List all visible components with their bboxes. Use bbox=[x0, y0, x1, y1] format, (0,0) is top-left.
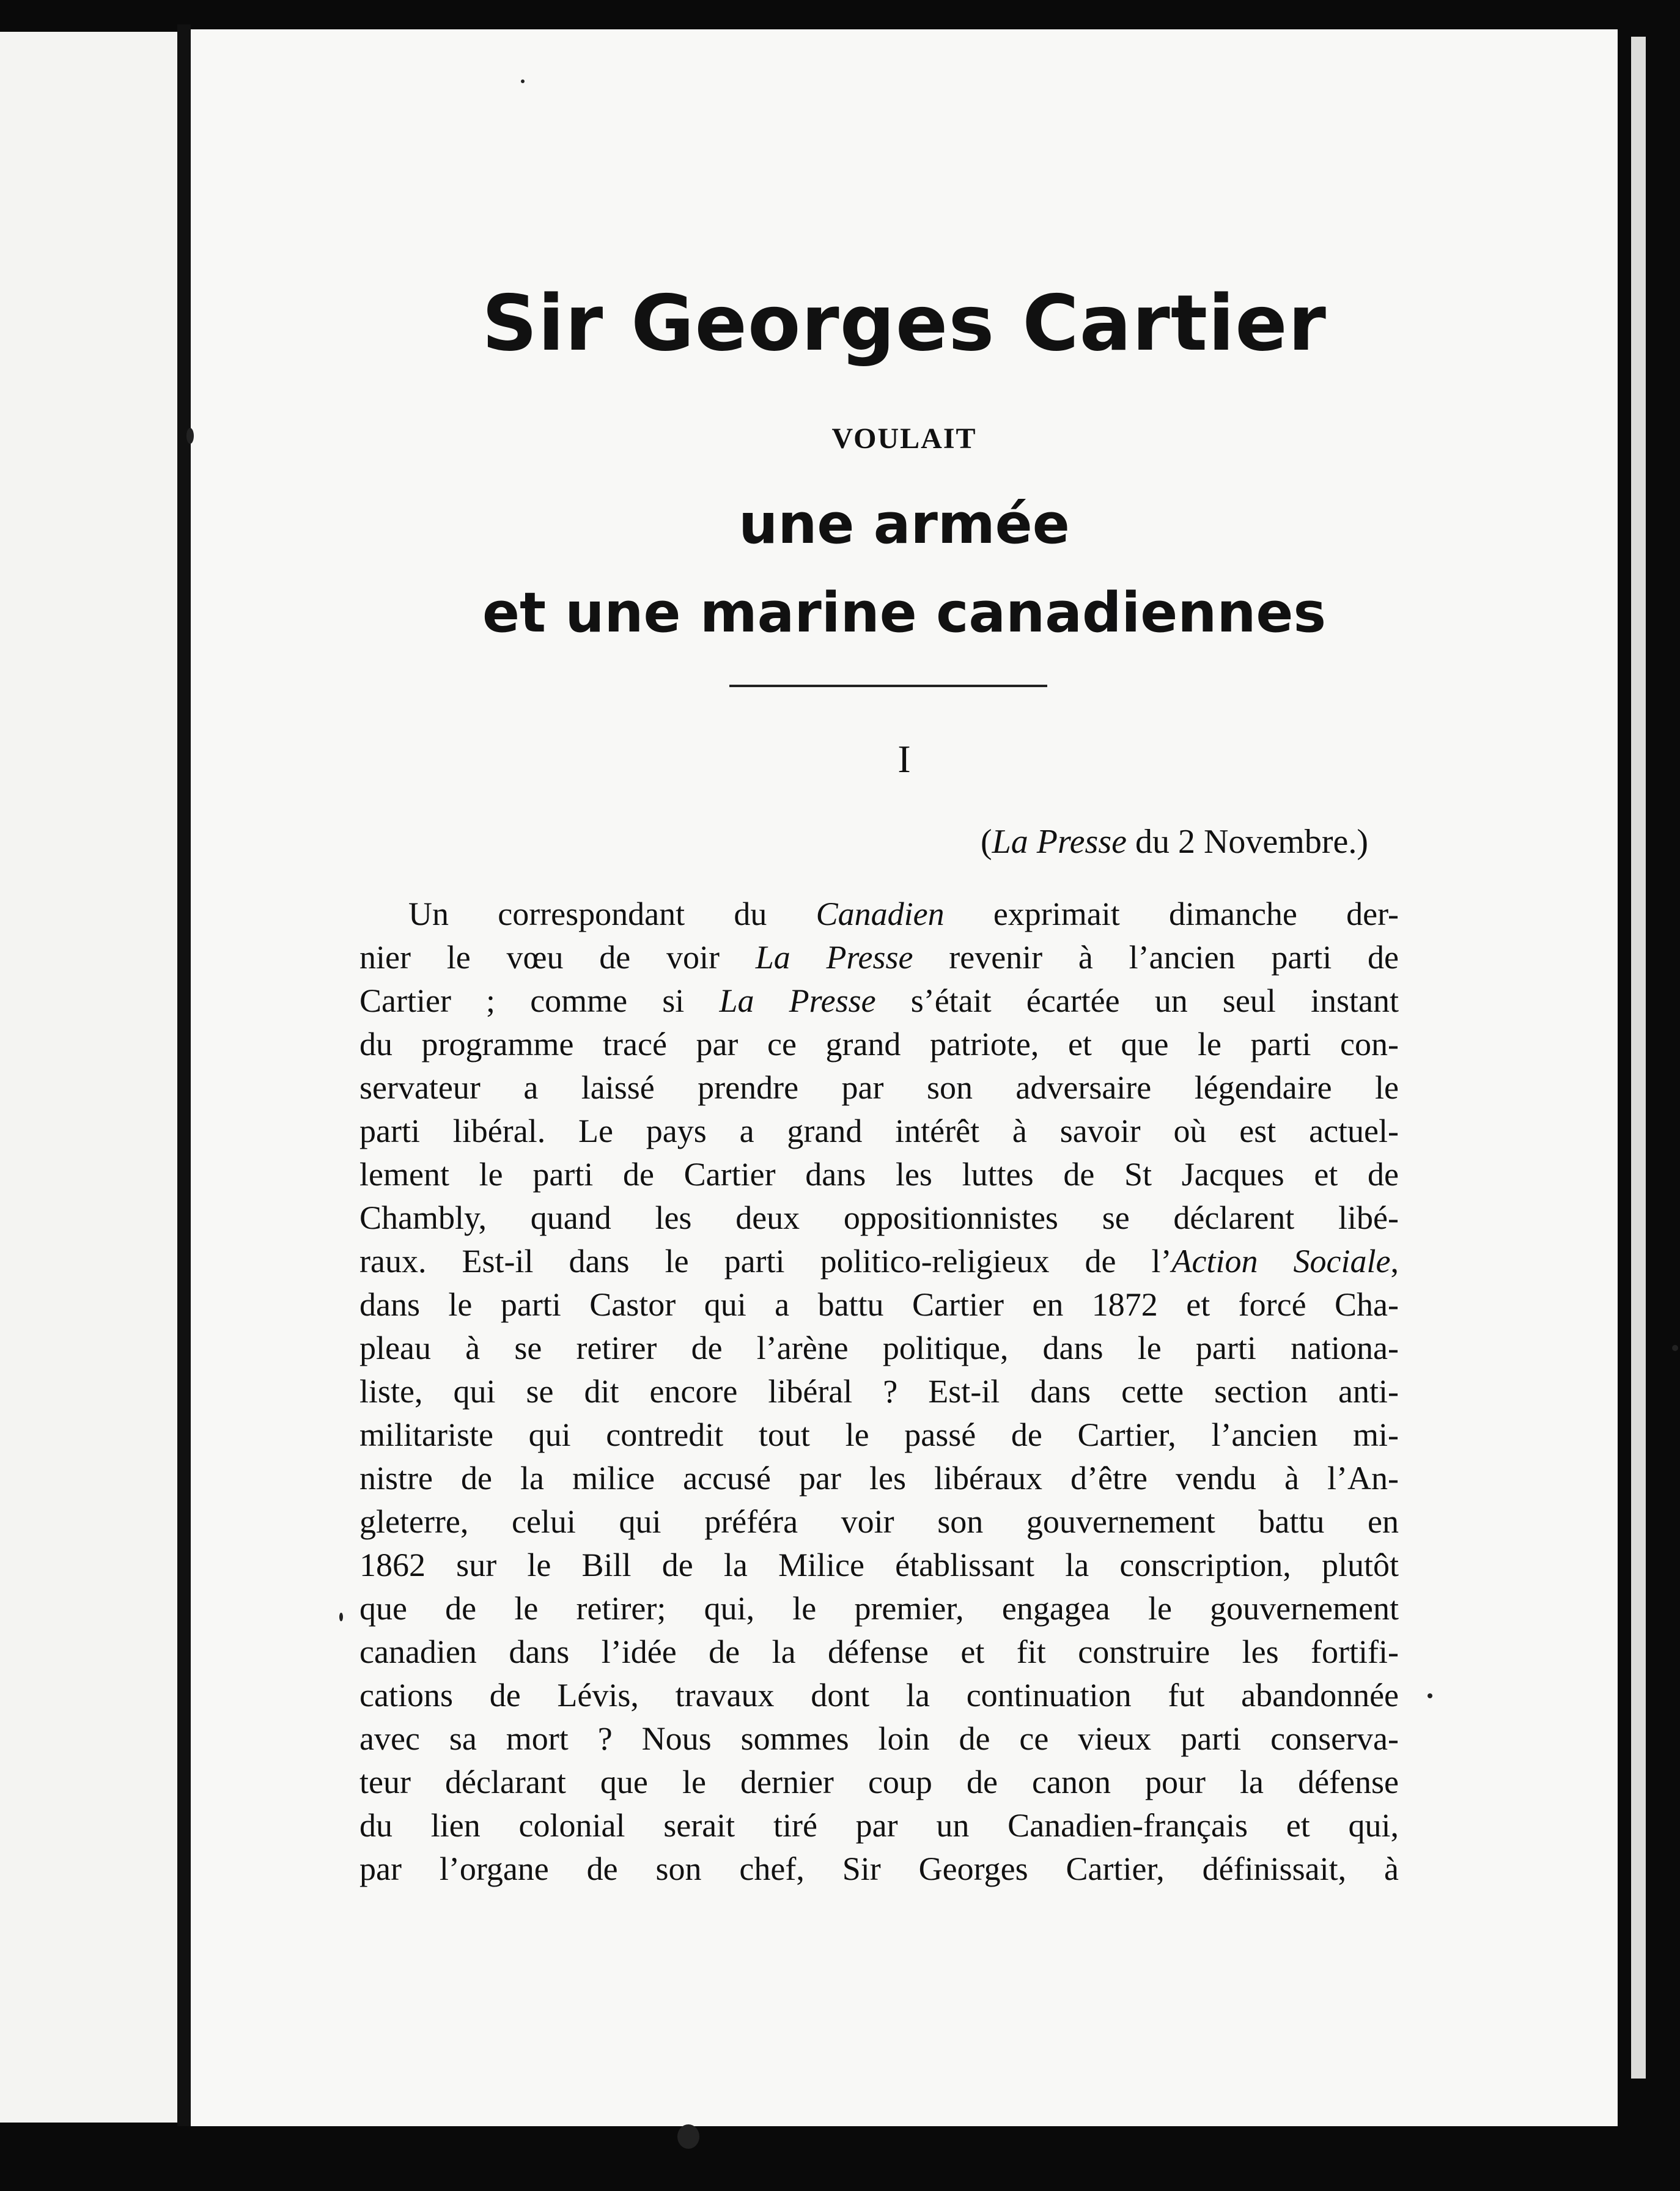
scan-border-bottom bbox=[0, 2126, 1680, 2191]
italic-text: La Presse bbox=[719, 982, 876, 1019]
subtitle-line-1: une armée bbox=[739, 492, 1070, 556]
text-run: revenir à l’ancien parti de bbox=[913, 939, 1399, 976]
body-line bbox=[359, 1023, 1399, 1066]
body-line bbox=[359, 936, 1399, 979]
right-page-edge bbox=[1631, 37, 1646, 2079]
source-name: La Presse bbox=[992, 823, 1127, 861]
body-line bbox=[359, 1413, 1399, 1457]
text-run: que de le retirer; qui, le premier, engagea le gouvernement bbox=[359, 1590, 1399, 1627]
text-run: Chambly, quand les deux oppositionnistes se déclarent libé- bbox=[359, 1199, 1399, 1236]
article-title: Sir Georges Cartier bbox=[482, 278, 1327, 368]
text-run: dans le parti Castor qui a battu Cartier en 1872 et forcé Cha- bbox=[359, 1286, 1399, 1323]
scan-speck bbox=[186, 428, 194, 444]
body-line bbox=[359, 1630, 1399, 1674]
subtitle-small: VOULAIT bbox=[831, 422, 977, 455]
text-run: nier le vœu de voir bbox=[359, 939, 756, 976]
text-run: canadien dans l’idée de la défense et fit construire les fortifi- bbox=[359, 1633, 1399, 1670]
body-line bbox=[359, 1717, 1399, 1761]
subtitle-line-2: et une marine canadiennes bbox=[482, 581, 1327, 645]
article-body bbox=[359, 893, 1399, 1891]
body-line bbox=[359, 1544, 1399, 1587]
source-open: ( bbox=[980, 823, 992, 861]
text-run: cations de Lévis, travaux dont la continuation fut abandonnée bbox=[359, 1677, 1399, 1714]
italic-text: Canadien bbox=[816, 896, 945, 932]
text-run: Un correspondant du bbox=[408, 896, 816, 932]
body-line bbox=[359, 1674, 1399, 1717]
left-page-edge bbox=[0, 32, 177, 2123]
scan-speck bbox=[521, 79, 525, 83]
text-run: nistre de la milice accusé par les libéraux d’être vendu à l’An- bbox=[359, 1460, 1399, 1497]
text-run: s’était écartée un seul instant bbox=[875, 982, 1399, 1019]
italic-text: Action Sociale bbox=[1171, 1243, 1391, 1280]
text-run: militariste qui contredit tout le passé de Cartier, l’ancien mi- bbox=[359, 1416, 1399, 1453]
text-run: du lien colonial serait tiré par un Canadien-français et qui, bbox=[359, 1807, 1399, 1844]
scan-speck bbox=[1672, 1345, 1678, 1351]
scan-speck bbox=[677, 2124, 699, 2149]
body-line bbox=[359, 1240, 1399, 1283]
source-citation bbox=[981, 822, 1368, 861]
text-run: gleterre, celui qui préféra voir son gouvernement battu en bbox=[359, 1503, 1399, 1540]
body-line bbox=[359, 1847, 1399, 1891]
body-line bbox=[359, 1500, 1399, 1544]
section-number: I bbox=[897, 737, 911, 781]
body-line bbox=[359, 1761, 1399, 1804]
italic-text: La Presse bbox=[755, 939, 913, 976]
body-line bbox=[359, 893, 1399, 936]
text-run: pleau à se retirer de l’arène politique, dans le parti nationa- bbox=[359, 1330, 1399, 1366]
text-run: par l’organe de son chef, Sir Georges Cartier, définissait, à bbox=[359, 1850, 1399, 1887]
scan-speck bbox=[1428, 1693, 1432, 1698]
body-line bbox=[359, 1283, 1399, 1327]
text-run: 1862 sur le Bill de la Milice établissant la conscription, plutôt bbox=[359, 1547, 1399, 1583]
text-run: exprimait dimanche der- bbox=[944, 896, 1399, 932]
text-run: , bbox=[1390, 1243, 1399, 1280]
body-line bbox=[359, 1327, 1399, 1370]
body-line bbox=[359, 1370, 1399, 1413]
text-run: raux. Est-il dans le parti politico-religieux de l’ bbox=[359, 1243, 1172, 1280]
text-run: teur déclarant que le dernier coup de canon pour la défense bbox=[359, 1764, 1399, 1800]
body-line bbox=[359, 979, 1399, 1023]
body-line bbox=[359, 1153, 1399, 1196]
text-run: avec sa mort ? Nous sommes loin de ce vieux parti conserva- bbox=[359, 1720, 1399, 1757]
text-run: parti libéral. Le pays a grand intérêt à savoir où est actuel- bbox=[359, 1113, 1399, 1149]
book-gutter bbox=[177, 24, 191, 2134]
text-run: liste, qui se dit encore libéral ? Est-il dans cette section anti- bbox=[359, 1373, 1399, 1410]
scan-speck bbox=[339, 1613, 343, 1621]
text-run: du programme tracé par ce grand patriote, et que le parti con- bbox=[359, 1026, 1399, 1062]
text-run: Cartier ; comme si bbox=[359, 982, 720, 1019]
body-line bbox=[359, 1066, 1399, 1110]
text-run: servateur a laissé prendre par son adversaire légendaire le bbox=[359, 1069, 1399, 1106]
body-line bbox=[359, 1110, 1399, 1153]
body-line bbox=[359, 1587, 1399, 1630]
text-run: lement le parti de Cartier dans les luttes de St Jacques et de bbox=[359, 1156, 1399, 1193]
body-line bbox=[359, 1457, 1399, 1500]
body-line bbox=[359, 1804, 1399, 1847]
title-divider bbox=[729, 685, 1047, 687]
source-rest: du 2 Novembre.) bbox=[1126, 823, 1368, 861]
body-line bbox=[359, 1196, 1399, 1240]
